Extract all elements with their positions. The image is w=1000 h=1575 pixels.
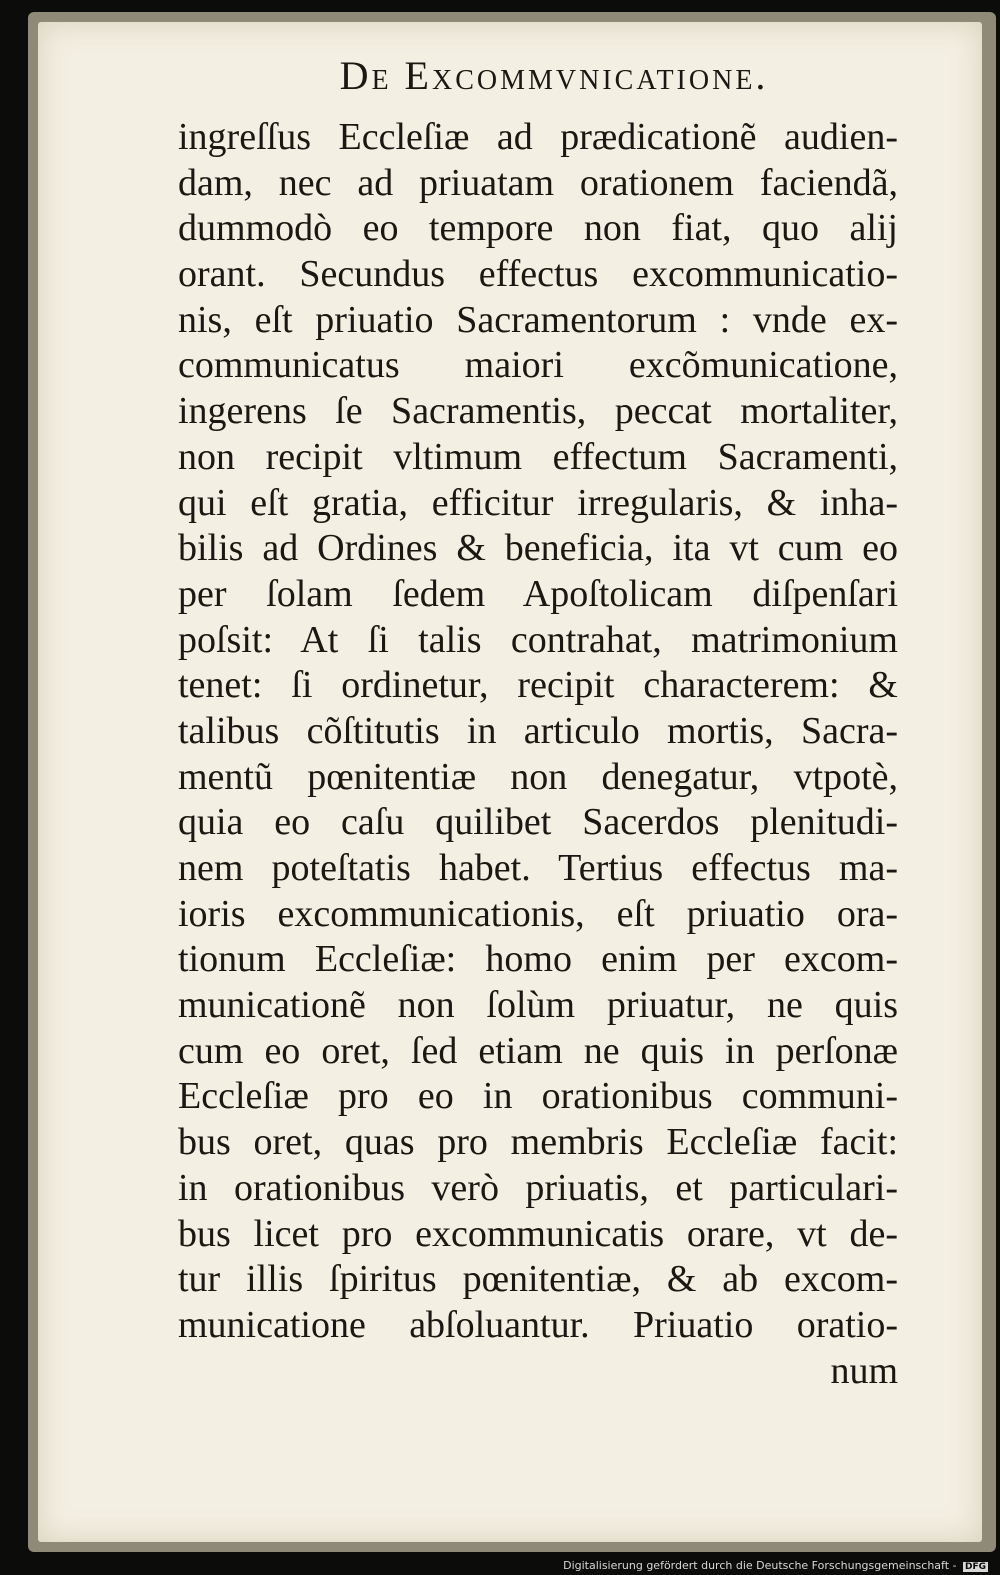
text-line: ingerens ſe Sacramentis, peccat mortaliter, <box>178 390 898 433</box>
text-line: municationẽ non ſolùm priuatur, ne quis <box>178 984 898 1027</box>
body-text <box>178 115 898 1394</box>
text-line: dam, nec ad priuatam orationem faciendã, <box>178 161 898 204</box>
text-line: talibus cõſtitutis in articulo mortis, Sacra- <box>178 709 898 752</box>
text-line: cum eo oret, ſed etiam ne quis in perſonæ <box>178 1029 898 1072</box>
text-line: bilis ad Ordines & beneficia, ita vt cum eo <box>178 527 898 570</box>
text-line: nis, eſt priuatio Sacramentorum : vnde ex- <box>178 298 898 341</box>
text-line: poſsit: At ſi talis contrahat, matrimonium <box>178 618 898 661</box>
text-line: municatione abſoluantur. Priuatio oratio- <box>178 1303 898 1346</box>
text-line: ioris excommunicationis, eſt priuatio ora- <box>178 892 898 935</box>
text-line: ingreſſus Eccleſiæ ad prædicationẽ audien- <box>178 116 898 158</box>
text-line: tenet: ſi ordinetur, recipit characterem: & <box>178 664 898 707</box>
credit-text: Digitalisierung gefördert durch die Deutsche Forschungsgemeinschaft - <box>563 1559 957 1572</box>
text-line: bus licet pro excommunicatis orare, vt de- <box>178 1212 898 1255</box>
text-line: mentũ pœnitentiæ non denegatur, vtpotè, <box>178 755 898 798</box>
text-line: per ſolam ſedem Apoſtolicam diſpenſari <box>178 572 898 615</box>
catchword: num <box>830 1349 898 1392</box>
text-line: quia eo caſu quilibet Sacerdos plenitudi- <box>178 801 898 844</box>
text-line: Eccleſiæ pro eo in orationibus communi- <box>178 1075 898 1118</box>
text-line: nem poteſtatis habet. Tertius effectus ma- <box>178 847 898 889</box>
text-line: bus oret, quas pro membris Eccleſiæ facit: <box>178 1121 898 1164</box>
text-line: tionum Eccleſiæ: homo enim per excom- <box>178 938 898 981</box>
text-line: in orationibus verò priuatis, et particulari- <box>178 1166 898 1209</box>
text-line: dummodò eo tempore non fiat, quo alij <box>178 207 898 250</box>
text-line: tur illis ſpiritus pœnitentiæ, & ab excom- <box>178 1258 898 1301</box>
text-line: non recipit vltimum effectum Sacramenti, <box>178 435 898 478</box>
digitization-credit <box>563 1559 988 1572</box>
running-header: De Excommvnicatione. <box>339 53 769 98</box>
text-line: orant. Secundus effectus excommunicatio- <box>178 253 898 296</box>
text-line: qui eſt gratia, efficitur irregularis, & inha- <box>178 481 898 524</box>
text-line: communicatus maiori excõmunicatione, <box>178 344 898 387</box>
dfg-logo: DFG <box>964 1562 986 1572</box>
